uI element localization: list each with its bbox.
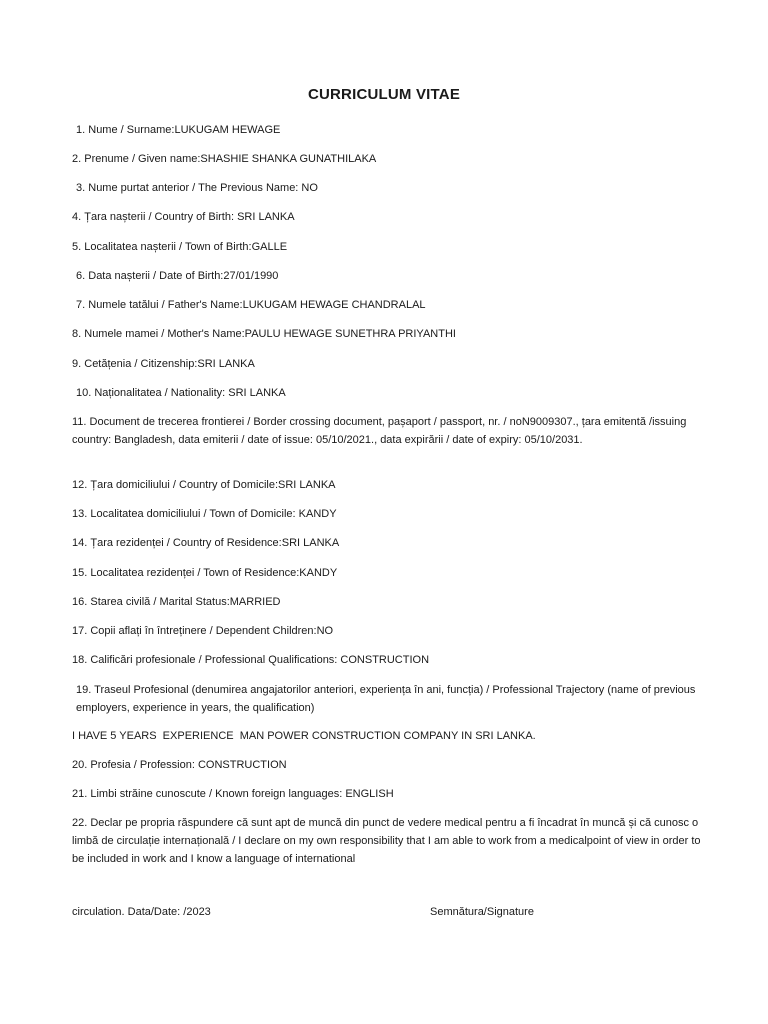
item-country-of-birth: 4. Țara nașterii / Country of Birth: SRI LANKA (72, 211, 295, 223)
item-foreign-languages: 21. Limbi străine cunoscute / Known foreign languages: ENGLISH (72, 788, 394, 800)
item-country-of-residence: 14. Țara rezidenței / Country of Residence:SRI LANKA (72, 537, 340, 549)
date-line: circulation. Data/Date: /2023 (72, 906, 211, 918)
item-nationality: 10. Naționalitatea / Nationality: SRI LANKA (76, 387, 286, 399)
item-mother-name: 8. Numele mamei / Mother's Name:PAULU HEWAGE SUNETHRA PRIYANTHI (72, 328, 456, 340)
document-title: CURRICULUM VITAE (307, 86, 461, 103)
experience-statement: I HAVE 5 YEARS EXPERIENCE MAN POWER CONSTRUCTION COMPANY IN SRI LANKA. (72, 730, 536, 742)
item-dependent-children: 17. Copii aflați în întreținere / Dependent Children:NO (72, 625, 334, 637)
item-father-name: 7. Numele tatălui / Father's Name:LUKUGAM HEWAGE CHANDRALAL (76, 299, 426, 311)
item-town-of-residence: 15. Localitatea rezidenței / Town of Residence:KANDY (72, 567, 338, 579)
item-date-of-birth: 6. Data nașterii / Date of Birth:27/01/1990 (76, 270, 279, 282)
item-given-name: 2. Prenume / Given name:SHASHIE SHANKA GUNATHILAKA (72, 153, 377, 165)
item-border-document: 11. Document de trecerea frontierei / Border crossing document, pașaport / passport, nr. / noN9009307., țara emitentă /issuing country: Bangladesh, data emiterii / date of issue: 05/10/2021., data expirării / date of expiry: 05/10/2031. (72, 416, 687, 446)
item-profession: 20. Profesia / Profession: CONSTRUCTION (72, 759, 287, 771)
item-citizenship: 9. Cetățenia / Citizenship:SRI LANKA (72, 358, 255, 370)
item-surname: 1. Nume / Surname:LUKUGAM HEWAGE (76, 124, 281, 136)
item-country-of-domicile: 12. Țara domiciliului / Country of Domicile:SRI LANKA (72, 479, 336, 491)
item-marital-status: 16. Starea civilă / Marital Status:MARRIED (72, 596, 281, 608)
item-qualifications: 18. Calificări profesionale / Professional Qualifications: CONSTRUCTION (72, 654, 430, 666)
item-professional-trajectory: 19. Traseul Profesional (denumirea angajatorilor anteriori, experiența în ani, funcția) / Professional Trajectory (name of previous employers, experience in years, the qualification) (76, 684, 696, 714)
item-previous-name: 3. Nume purtat anterior / The Previous Name: NO (76, 182, 318, 194)
signature-label: Semnătura/Signature (430, 906, 534, 918)
item-medical-declaration: 22. Declar pe propria răspundere că sunt apt de muncă din punct de vedere medical pentru a fi încadrat în muncă și că cunosc o limbă de circulație internațională / I declare on my own responsibility that I am able to work from a medicalpoint of view in order to be included in work and I know a language of international (72, 817, 701, 865)
item-town-of-birth: 5. Localitatea nașterii / Town of Birth:GALLE (72, 241, 288, 253)
item-town-of-domicile: 13. Localitatea domiciliului / Town of Domicile: KANDY (72, 508, 337, 520)
